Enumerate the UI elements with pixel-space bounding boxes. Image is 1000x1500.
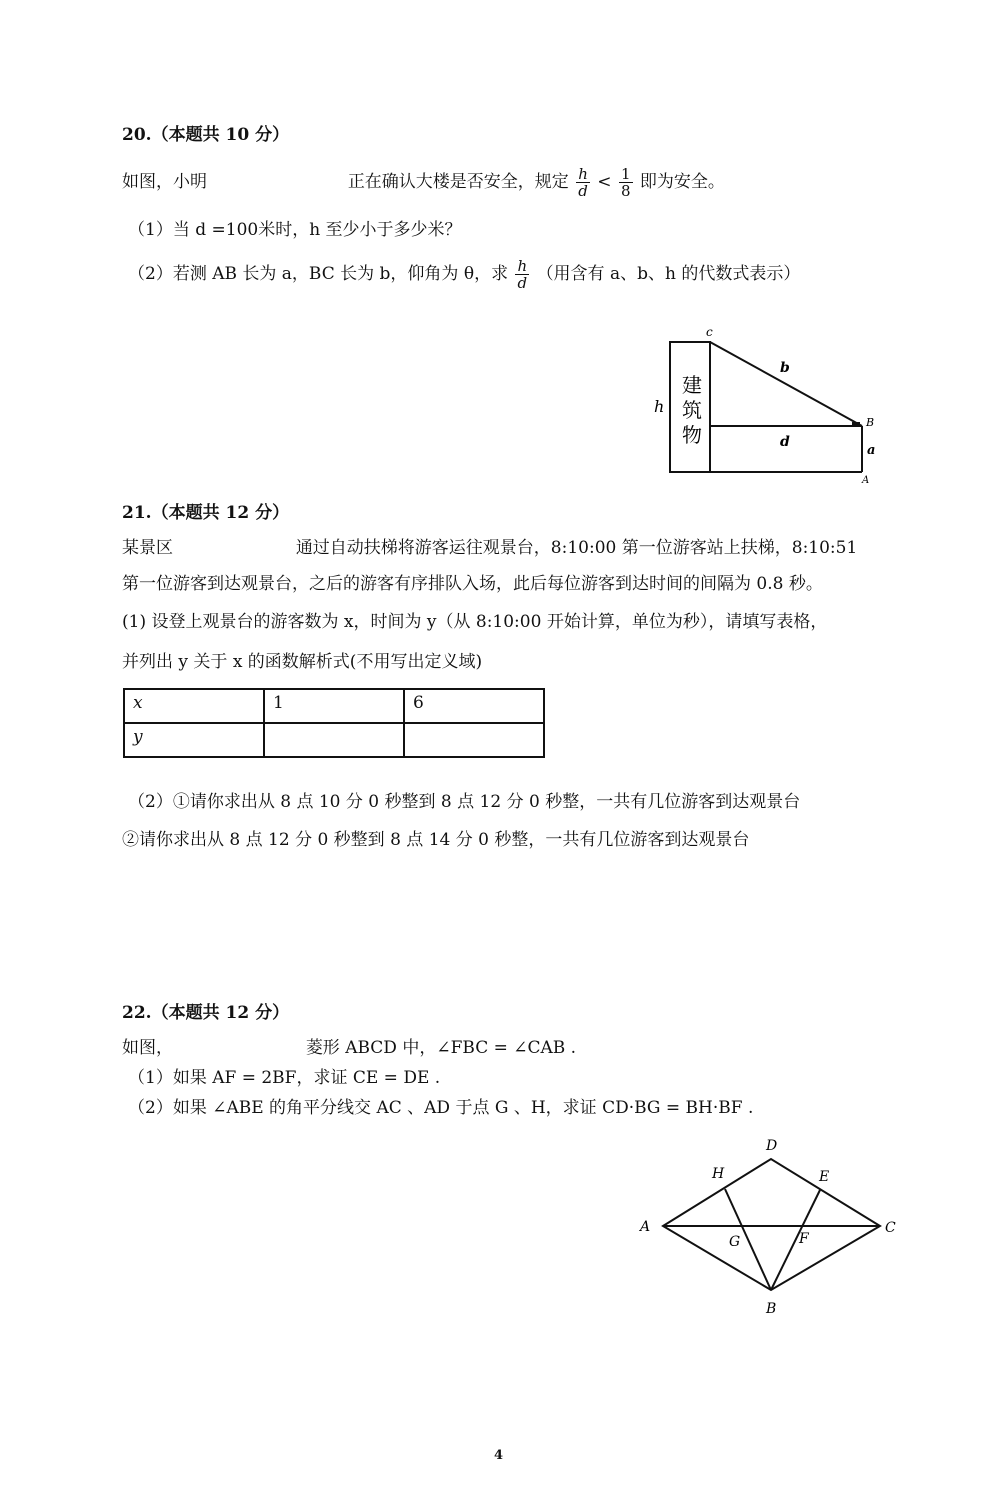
- q20-less-than: <: [597, 172, 612, 192]
- q21-line1-b: 通过自动扶梯将游客运往观景台，8:10:00 第一位游客站上扶梯，8:10:51: [295, 538, 858, 558]
- label-h: h: [654, 397, 665, 416]
- q20-part1: （1）当 d =100米时，h 至少小于多少米？: [128, 220, 462, 240]
- q22-rhombus-figure: [630, 1130, 910, 1320]
- table-row: [124, 723, 544, 757]
- label-F: F: [799, 1231, 809, 1247]
- q20-part2: [128, 258, 800, 291]
- q22-line1-a: 如图，: [122, 1038, 173, 1058]
- q21-line4: 并列出 y 关于 x 的函数解析式(不用写出定义域): [122, 652, 483, 672]
- q20-intro-a: 如图，小明: [122, 172, 207, 192]
- q20-fraction-one-eighth: $\frac{1}{8}$: [620, 165, 631, 200]
- table-cell-x6: 6: [404, 689, 544, 723]
- q21-line3: (1) 设登上观景台的游客数为 x，时间为 y（从 8:10:00 开始计算，单位为秒），请填写表格，: [122, 612, 828, 632]
- q21-line2: 第一位游客到达观景台，之后的游客有序排队入场，此后每位游客到达时间的间隔为 0.8 秒。: [122, 574, 823, 594]
- label-c: c: [706, 325, 713, 339]
- q21-part2-2: ②请你求出从 8 点 12 分 0 秒整到 8 点 14 分 0 秒整，一共有几位游客到达观景台: [122, 830, 750, 850]
- table-cell-y-label: y: [124, 723, 264, 757]
- label-d: d: [780, 434, 790, 450]
- table-row: [124, 689, 544, 723]
- building-char-3: 物: [682, 423, 702, 447]
- q21-table: [123, 688, 545, 758]
- q22-line1: [122, 1036, 576, 1060]
- label-A: A: [640, 1219, 651, 1235]
- theta-mark: [852, 422, 860, 427]
- line-cb: [710, 342, 862, 426]
- rhombus-abcd: [663, 1159, 880, 1290]
- q20-part2-b: （用含有 a、b、h 的代数式表示）: [536, 264, 801, 284]
- q22-part2: （2）如果 ∠ABE 的角平分线交 AC 、AD 于点 G 、H，求证 CD·BG = BH·BF .: [128, 1098, 754, 1118]
- label-E: E: [819, 1169, 830, 1185]
- label-a: a: [867, 443, 876, 458]
- q20-intro-c: 即为安全。: [639, 172, 725, 192]
- label-D: D: [766, 1138, 778, 1154]
- label-A: A: [862, 475, 870, 486]
- q21-header: 21.（本题共 12 分）: [122, 503, 290, 523]
- q20-header: 20.（本题共 10 分）: [122, 125, 290, 145]
- table-cell-y6: [404, 723, 544, 757]
- q20-part2-a: （2）若测 AB 长为 a，BC 长为 b，仰角为 θ，求: [128, 264, 509, 284]
- q22-header: 22.（本题共 12 分）: [122, 1003, 290, 1023]
- building-char-2: 筑: [682, 398, 702, 422]
- building-char-1: 建: [682, 373, 702, 397]
- q20-intro: [122, 166, 725, 199]
- table-cell-x-label: x: [124, 689, 264, 723]
- q22-part1: （1）如果 AF = 2BF，求证 CE = DE .: [128, 1068, 441, 1088]
- q21-line1: [122, 536, 857, 560]
- label-B: B: [766, 1301, 777, 1317]
- label-C: C: [885, 1220, 896, 1236]
- page-number: 4: [494, 1448, 504, 1463]
- table-cell-y1: [264, 723, 404, 757]
- q22-line1-b: 菱形 ABCD 中，∠FBC = ∠CAB .: [305, 1038, 577, 1058]
- q20-fraction-h-d: $\frac{h}{d}$: [578, 165, 588, 200]
- q20-part2-fraction: $\frac{h}{d}$: [517, 257, 528, 292]
- table-cell-x1: 1: [264, 689, 404, 723]
- label-b: b: [780, 360, 790, 376]
- q21-part2-1: （2）①请你求出从 8 点 10 分 0 秒整到 8 点 12 分 0 秒整，一共有几位游客到达观景台: [128, 792, 801, 812]
- q20-intro-b: 正在确认大楼是否安全，规定: [347, 172, 569, 192]
- label-G: G: [729, 1234, 741, 1250]
- label-H: H: [712, 1166, 725, 1182]
- q21-line1-a: 某景区: [122, 538, 173, 558]
- label-B: B: [866, 416, 875, 429]
- q20-building-figure: [640, 320, 890, 495]
